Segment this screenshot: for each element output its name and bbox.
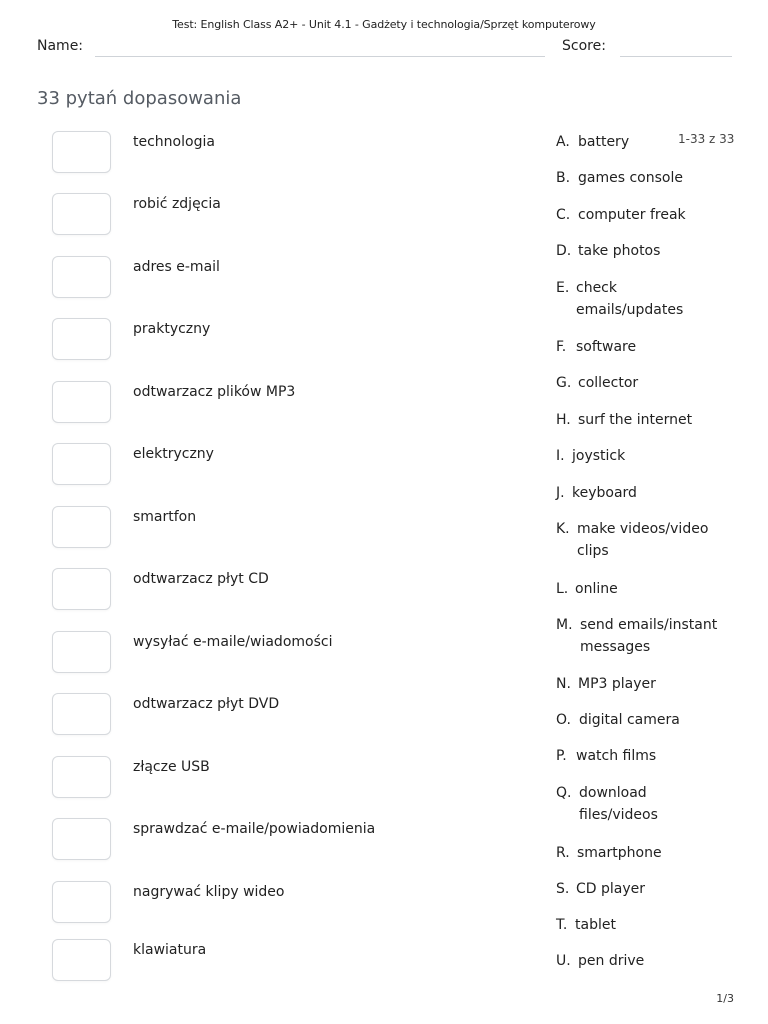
- section-title: 33 pytań dopasowania: [37, 88, 242, 109]
- score-field[interactable]: [620, 56, 732, 57]
- option-item: [556, 482, 726, 504]
- question-text: złącze USB: [133, 759, 210, 775]
- option-letter: E.: [556, 280, 570, 296]
- option-item: [556, 782, 726, 826]
- option-text: send emails/instant messages: [580, 617, 718, 655]
- option-item: [556, 131, 726, 153]
- option-letter: G.: [556, 375, 572, 391]
- option-letter: Q.: [556, 785, 572, 801]
- answer-box[interactable]: [52, 443, 111, 485]
- question-count: 1-33 z 33: [678, 132, 735, 146]
- name-label: Name:: [37, 38, 84, 54]
- option-item: [556, 445, 726, 467]
- option-letter: R.: [556, 845, 570, 861]
- question-text: klawiatura: [133, 942, 207, 958]
- option-text: surf the internet: [578, 412, 693, 428]
- option-item: [556, 914, 726, 936]
- answer-box[interactable]: [52, 568, 111, 610]
- option-letter: S.: [556, 881, 570, 897]
- option-letter: L.: [556, 581, 569, 597]
- answer-box[interactable]: [52, 131, 111, 173]
- answer-box[interactable]: [52, 631, 111, 673]
- option-text: online: [575, 581, 618, 597]
- option-text: CD player: [576, 881, 646, 897]
- question-text: odtwarzacz płyt CD: [133, 571, 269, 587]
- answer-box[interactable]: [52, 318, 111, 360]
- option-text: games console: [578, 170, 683, 186]
- answer-box[interactable]: [52, 506, 111, 548]
- option-item: [556, 204, 726, 226]
- option-letter: O.: [556, 712, 571, 728]
- answer-box[interactable]: [52, 256, 111, 298]
- question-text: technologia: [133, 134, 215, 150]
- option-text: MP3 player: [578, 676, 656, 692]
- option-item: [556, 745, 726, 767]
- question-text: adres e-mail: [133, 259, 220, 275]
- option-text: check emails/updates: [576, 280, 684, 318]
- option-text: software: [576, 339, 637, 355]
- option-letter: K.: [556, 521, 570, 537]
- option-text: smartphone: [577, 845, 662, 861]
- question-text: nagrywać klipy wideo: [133, 884, 285, 900]
- option-item: [556, 578, 726, 600]
- option-item: [556, 372, 726, 394]
- option-text: joystick: [572, 448, 626, 464]
- answer-box[interactable]: [52, 381, 111, 423]
- option-letter: I.: [556, 448, 565, 464]
- option-text: make videos/video clips: [577, 521, 709, 559]
- option-letter: C.: [556, 207, 571, 223]
- option-text: battery: [578, 134, 630, 150]
- question-text: sprawdzać e-maile/powiadomienia: [133, 821, 376, 837]
- option-item: [556, 614, 726, 658]
- option-letter: M.: [556, 617, 573, 633]
- question-text: odtwarzacz płyt DVD: [133, 696, 280, 712]
- option-letter: F.: [556, 339, 567, 355]
- page-number: 1/3: [716, 992, 734, 1005]
- option-text: keyboard: [572, 485, 637, 501]
- option-item: [556, 409, 726, 431]
- option-item: [556, 240, 726, 262]
- option-item: [556, 878, 726, 900]
- option-letter: D.: [556, 243, 572, 259]
- option-item: [556, 673, 726, 695]
- option-letter: U.: [556, 953, 571, 969]
- option-item: [556, 336, 726, 358]
- question-text: robić zdjęcia: [133, 196, 221, 212]
- option-text: computer freak: [578, 207, 686, 223]
- option-text: watch films: [576, 748, 657, 764]
- option-text: digital camera: [579, 712, 680, 728]
- option-item: [556, 518, 726, 562]
- option-text: collector: [578, 375, 639, 391]
- question-text: wysyłać e-maile/wiadomości: [133, 634, 333, 650]
- option-item: [556, 950, 726, 972]
- answer-box[interactable]: [52, 193, 111, 235]
- option-item: [556, 709, 726, 731]
- option-letter: T.: [556, 917, 568, 933]
- document-title: Test: English Class A2+ - Unit 4.1 - Gadżety i technologia/Sprzęt komputerowy: [172, 18, 596, 31]
- answer-box[interactable]: [52, 756, 111, 798]
- option-letter: H.: [556, 412, 571, 428]
- score-label: Score:: [562, 38, 606, 54]
- answer-box[interactable]: [52, 693, 111, 735]
- option-letter: P.: [556, 748, 567, 764]
- answer-box[interactable]: [52, 939, 111, 981]
- option-letter: B.: [556, 170, 571, 186]
- option-text: pen drive: [578, 953, 645, 969]
- question-text: odtwarzacz plików MP3: [133, 384, 296, 400]
- option-item: [556, 167, 726, 189]
- question-text: elektryczny: [133, 446, 214, 462]
- option-letter: A.: [556, 134, 570, 150]
- question-text: smartfon: [133, 509, 197, 525]
- question-text: praktyczny: [133, 321, 211, 337]
- answer-box[interactable]: [52, 881, 111, 923]
- option-text: take photos: [578, 243, 661, 259]
- option-text: tablet: [575, 917, 616, 933]
- option-item: [556, 277, 726, 321]
- option-text: download files/videos: [579, 785, 658, 823]
- option-item: [556, 842, 726, 864]
- answer-box[interactable]: [52, 818, 111, 860]
- option-letter: N.: [556, 676, 571, 692]
- option-letter: J.: [556, 485, 565, 501]
- name-field[interactable]: [95, 56, 545, 57]
